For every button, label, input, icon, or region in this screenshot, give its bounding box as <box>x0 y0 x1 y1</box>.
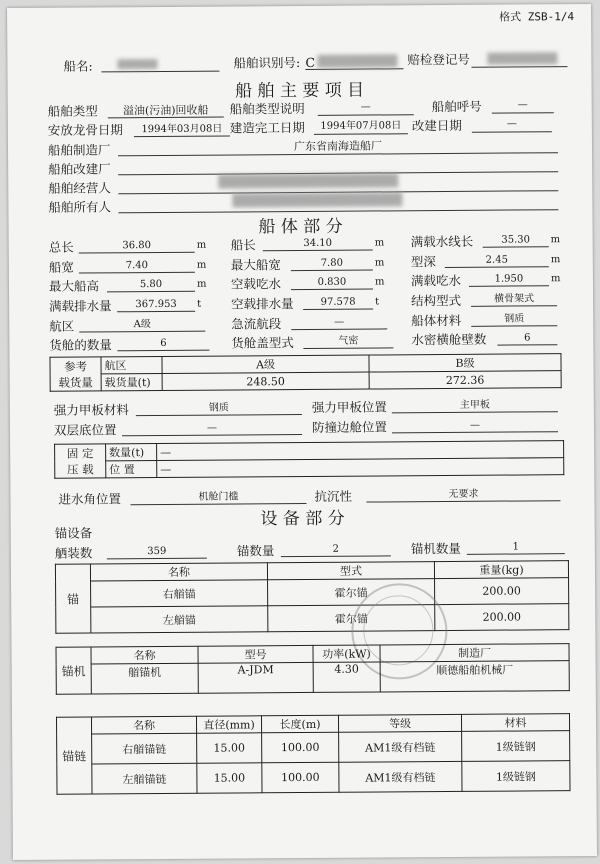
table-cell: AM1级有档链 <box>339 761 462 792</box>
ship-type-value: 溢油(污油)回收船 <box>122 103 209 118</box>
zone-value: A级 <box>133 319 151 331</box>
cargo-load-label: 载货量 <box>58 374 93 390</box>
section-main-title: 船 舶 主 要 项 目 <box>235 80 365 102</box>
chain-side-label: 锚链 <box>56 717 92 794</box>
strength-deck-position-value: 主甲板 <box>459 399 490 411</box>
full-draft-value: 1.950 <box>494 273 524 285</box>
anti-sink-value: 无要求 <box>448 488 479 500</box>
hatch-value: 气密 <box>338 335 359 347</box>
table-cell: 霍尔锚 <box>268 579 435 606</box>
holds-label: 货舱的数量 <box>49 337 112 353</box>
ship-name-label: 船名: <box>63 58 93 74</box>
full-disp-value: 367.953 <box>135 298 177 311</box>
holds-value: 6 <box>160 337 167 349</box>
unit-t: t <box>197 298 202 310</box>
table-cell: 100.00 <box>262 762 339 793</box>
max-height-value: 5.80 <box>139 278 163 291</box>
lbp-label: 船长 <box>230 237 256 253</box>
table-cell: A-JDM <box>198 662 313 693</box>
unit-m: m <box>196 239 207 251</box>
max-breadth-label: 最大船宽 <box>230 257 281 273</box>
flood-angle-label: 进水角位置 <box>58 491 122 507</box>
anchor-count-label: 锚数量 <box>236 543 275 559</box>
table-row: 左艏锚 <box>91 606 268 633</box>
cargo-zone-label: 航区 <box>101 356 162 373</box>
chain-col-material: 材料 <box>461 714 569 732</box>
windlass-count-value: 1 <box>512 541 520 553</box>
cargo-amount-label: 载货量(t) <box>101 373 162 390</box>
unit-m: m <box>196 259 207 271</box>
windlass-col-power: 功率(kW) <box>313 645 380 662</box>
strength-deck-material-label: 强力甲板材料 <box>53 402 129 418</box>
anchor-col-type: 型式 <box>267 562 434 580</box>
double-bottom-value: — <box>206 422 218 434</box>
table-cell: 200.00 <box>435 604 569 631</box>
unit-m: m <box>550 273 561 285</box>
ballast-pos-label: 位 置 <box>106 461 157 478</box>
rapid-value: — <box>334 316 345 328</box>
zone-label: 航区 <box>49 318 75 334</box>
light-disp-label: 空载排水量 <box>231 296 294 312</box>
light-disp-value: 97.578 <box>320 296 356 308</box>
cargo-amount-b: 272.36 <box>369 371 561 389</box>
chain-col-grade: 等级 <box>338 714 461 732</box>
certificate-page <box>7 4 597 860</box>
breadth-label: 船宽 <box>48 259 74 275</box>
lwl-label: 满载水线长 <box>410 233 474 250</box>
operator-label: 船舶经营人 <box>48 180 111 196</box>
windlass-table <box>55 643 569 695</box>
builder-label: 船舶制造厂 <box>47 142 111 158</box>
bulkhead-value: 6 <box>524 332 531 344</box>
unit-m: m <box>196 278 207 290</box>
ship-type-desc-label: 船舶类型说明 <box>229 100 305 117</box>
anchor-equipment-title: 锚设备 <box>54 525 93 541</box>
table-cell: 顺德船舶机械厂 <box>380 661 569 692</box>
anchor-col-name: 名称 <box>90 563 267 581</box>
rebuilt-date-label: 改建日期 <box>411 117 462 134</box>
unit-m: m <box>550 254 561 266</box>
call-sign-label: 船舶呼号 <box>431 98 482 115</box>
material-label: 船体材料 <box>411 312 462 329</box>
breadth-value: 7.40 <box>125 260 148 272</box>
windlass-side-label: 锚机 <box>56 647 91 694</box>
max-breadth-value: 7.80 <box>320 257 343 269</box>
side-tank-label: 防撞边舱位置 <box>311 419 388 435</box>
ballast-label: 压 载 <box>66 461 94 477</box>
table-cell: 霍尔锚 <box>268 605 435 632</box>
chain-col-length: 长度(m) <box>261 715 338 733</box>
anti-sink-label: 抗沉性 <box>314 488 353 504</box>
windlass-col-model: 型号 <box>198 645 313 663</box>
anchor-col-weight: 重量(kg) <box>434 561 568 579</box>
table-row: 右艏锚链 <box>92 733 197 764</box>
table-cell: AM1级有档链 <box>339 731 462 762</box>
equip-number-label: 舾装数 <box>54 545 93 561</box>
loa-value: 36.80 <box>122 240 152 252</box>
chain-col-diameter: 直径(mm) <box>196 716 261 733</box>
strength-deck-position-label: 强力甲板位置 <box>311 399 387 415</box>
windlass-col-maker: 制造厂 <box>380 644 569 662</box>
table-cell: 4.30 <box>313 662 380 692</box>
cargo-ref-label: 参考 <box>63 358 88 374</box>
built-date-value: 1994年07月08日 <box>320 120 402 132</box>
ballast-table <box>54 440 564 479</box>
max-height-label: 最大船高 <box>48 278 100 294</box>
ship-type-label: 船舶类型 <box>47 103 98 119</box>
reg-number-label: 赔检登记号 <box>407 51 470 68</box>
ballast-qty-value: — <box>157 441 564 461</box>
builder-value: 广东省南海造船厂 <box>293 139 383 154</box>
cargo-amount-a: 248.50 <box>162 372 369 390</box>
bulkhead-label: 水密横舱壁数 <box>411 331 487 348</box>
table-row: 艏锚机 <box>91 663 198 694</box>
keel-date-label: 安放龙骨日期 <box>47 122 123 138</box>
full-draft-label: 满载吃水 <box>410 272 462 289</box>
table-row: 左艏锚链 <box>92 763 197 794</box>
cargo-table <box>49 353 561 392</box>
table-cell: 15.00 <box>197 733 262 763</box>
section-hull-title: 船 体 部 分 <box>258 216 343 238</box>
unit-m: m <box>374 257 385 269</box>
rapid-label: 急流航段 <box>231 316 282 332</box>
windlass-col-name: 名称 <box>91 646 198 664</box>
unit-t: t <box>375 296 380 308</box>
anchor-count-value: 2 <box>332 543 340 555</box>
anchor-table <box>55 560 569 634</box>
table-cell: 15.00 <box>197 763 262 793</box>
unit-m: m <box>550 234 561 246</box>
ballast-qty-label: 数量(t) <box>106 444 157 461</box>
lwl-value: 35.30 <box>501 234 531 246</box>
double-bottom-label: 双层底位置 <box>53 422 117 438</box>
chain-table <box>56 713 571 795</box>
light-draft-value: 0.830 <box>317 276 347 288</box>
full-disp-label: 满载排水量 <box>49 298 112 314</box>
unit-m: m <box>374 237 385 249</box>
side-tank-value: — <box>469 419 480 431</box>
table-cell: 100.00 <box>262 732 339 763</box>
chain-col-name: 名称 <box>91 716 196 734</box>
table-cell: 200.00 <box>435 578 569 605</box>
ship-id-partial: C <box>305 54 316 70</box>
owner-label: 船舶所有人 <box>48 199 111 215</box>
rebuilt-date-value: — <box>506 118 517 130</box>
ship-id-label: 船舶识别号: <box>233 55 301 71</box>
strength-deck-material-value: 钢质 <box>208 402 229 414</box>
table-cell: 1级链钢 <box>462 731 570 762</box>
format-code: 格式 ZSB-1/4 <box>499 10 575 24</box>
keel-date-value: 1994年03月08日 <box>141 123 223 136</box>
loa-label: 总长 <box>48 239 74 255</box>
light-draft-label: 空载吃水 <box>230 276 282 292</box>
table-cell: 1级链钢 <box>462 761 570 792</box>
structure-value: 横骨架式 <box>494 293 535 305</box>
depth-label: 型深 <box>410 254 436 270</box>
flood-angle-value: 机舱门槛 <box>198 491 239 503</box>
hatch-label: 货舱盖型式 <box>231 335 294 351</box>
rebuilder-label: 船舶改建厂 <box>48 161 111 177</box>
ballast-fixed-label: 固 定 <box>66 445 94 461</box>
built-date-label: 建造完工日期 <box>229 119 305 136</box>
equip-number-value: 359 <box>147 545 167 558</box>
windlass-count-label: 锚机数量 <box>410 540 461 557</box>
unit-m: m <box>374 276 385 288</box>
anchor-side-label: 锚 <box>55 564 90 633</box>
call-sign-value: — <box>517 99 528 111</box>
cargo-zone-a: A级 <box>162 355 369 373</box>
ballast-pos-value: — <box>157 458 564 478</box>
material-value: 钢质 <box>504 313 525 325</box>
section-equipment-title: 设 备 部 分 <box>260 508 345 530</box>
lbp-value: 34.10 <box>303 237 333 249</box>
ship-type-desc-value: — <box>360 101 371 113</box>
cargo-zone-b: B级 <box>369 354 561 372</box>
structure-label: 结构型式 <box>411 292 462 309</box>
depth-value: 2.45 <box>485 254 508 266</box>
table-row: 右艏锚 <box>91 580 268 607</box>
